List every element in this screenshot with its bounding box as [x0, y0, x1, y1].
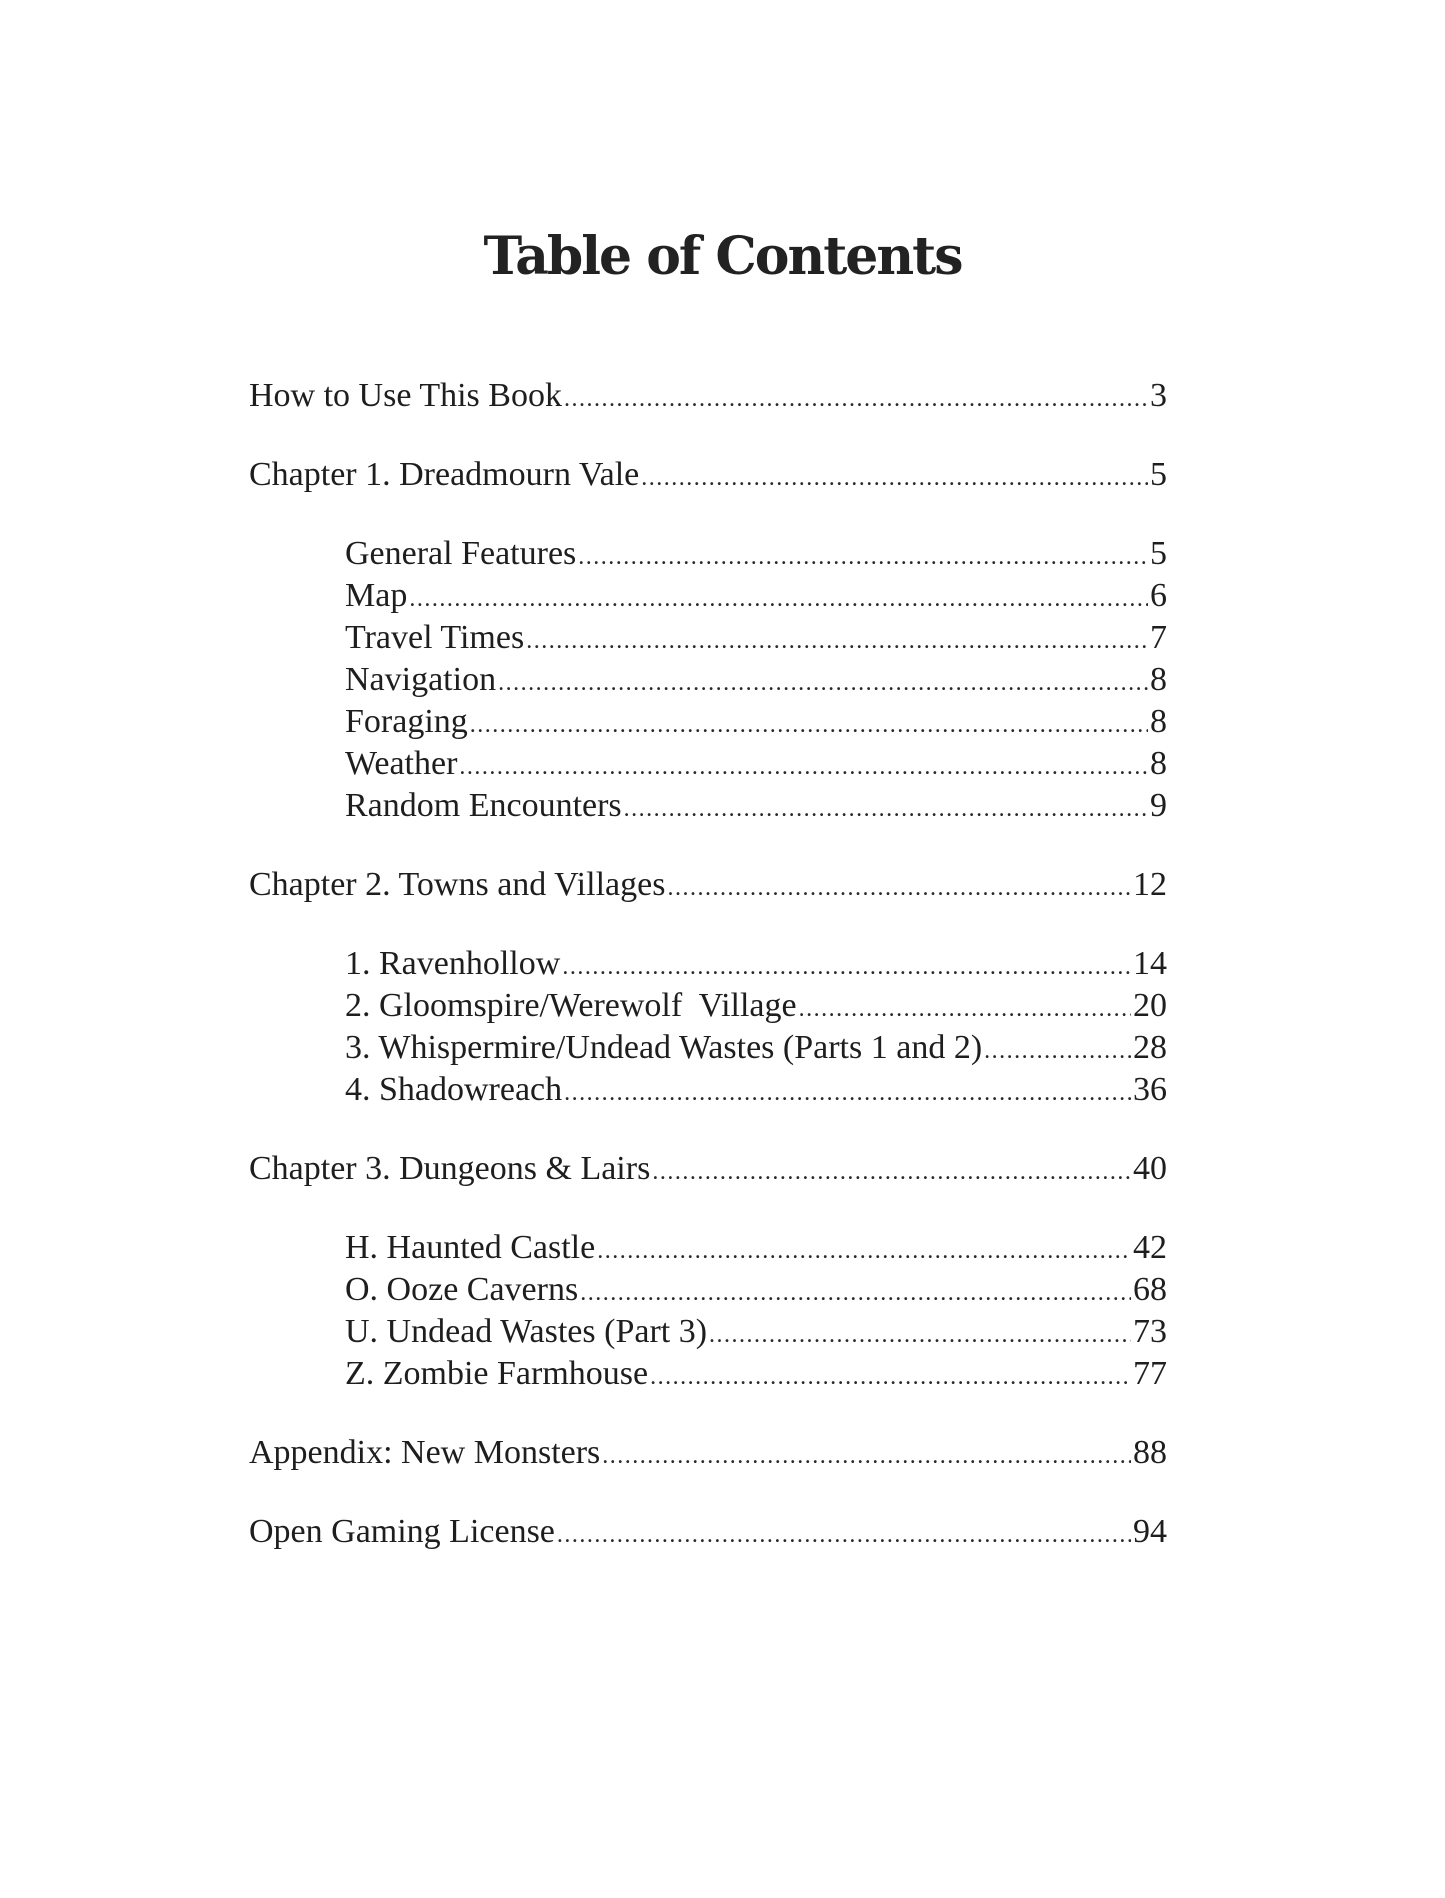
toc-entry-how-to-use-this-book[interactable]	[249, 375, 1167, 417]
dot-leader	[984, 1030, 1131, 1072]
dot-leader	[602, 1435, 1131, 1477]
toc-entry-chapter-1[interactable]	[249, 454, 1167, 496]
toc-entry-page: 42	[1133, 1229, 1167, 1266]
dot-leader	[564, 1072, 1131, 1114]
dot-leader	[650, 1356, 1131, 1398]
toc-entry-page: 20	[1133, 987, 1167, 1024]
toc-entry-label: 3. Whispermire/Undead Wastes (Parts 1 and 2)	[345, 1029, 983, 1066]
toc-entry-open-gaming-license[interactable]	[249, 1511, 1167, 1553]
toc-entry-page: 88	[1133, 1434, 1167, 1471]
toc-entry-label: Navigation	[345, 661, 497, 698]
toc-entry-undead-wastes[interactable]	[345, 1311, 1167, 1353]
toc-entry-label: Appendix: New Monsters	[249, 1434, 601, 1471]
toc-entry-page: 28	[1133, 1029, 1167, 1066]
toc-entry-page: 5	[1150, 456, 1167, 493]
toc-entry-label: 4. Shadowreach	[345, 1071, 563, 1108]
toc-entry-shadowreach[interactable]	[345, 1069, 1167, 1111]
toc-entry-map[interactable]	[345, 575, 1167, 617]
toc-entry-label: H. Haunted Castle	[345, 1229, 596, 1266]
toc-entry-gloomspire[interactable]	[345, 985, 1167, 1027]
dot-leader	[459, 746, 1148, 788]
toc-entry-page: 9	[1150, 787, 1167, 824]
toc-entry-label: Travel Times	[345, 619, 525, 656]
toc-entry-travel-times[interactable]	[345, 617, 1167, 659]
dot-leader	[526, 620, 1148, 662]
toc-entry-haunted-castle[interactable]	[345, 1227, 1167, 1269]
toc-entry-label: Chapter 2. Towns and Villages	[249, 866, 666, 903]
toc-entry-label: Weather	[345, 745, 458, 782]
dot-leader	[498, 662, 1148, 704]
toc-entry-page: 40	[1133, 1150, 1167, 1187]
toc-entry-label: Foraging	[345, 703, 468, 740]
dot-leader	[709, 1314, 1131, 1356]
dot-leader	[470, 704, 1148, 746]
toc-entry-random-encounters[interactable]	[345, 785, 1167, 827]
toc-entry-page: 8	[1150, 661, 1167, 698]
toc-entry-page: 6	[1150, 577, 1167, 614]
dot-leader	[557, 1514, 1131, 1556]
toc-entry-page: 7	[1150, 619, 1167, 656]
toc-entry-ooze-caverns[interactable]	[345, 1269, 1167, 1311]
dot-leader	[667, 867, 1131, 909]
toc-entry-chapter-3[interactable]	[249, 1148, 1167, 1190]
toc-entry-label: Chapter 3. Dungeons & Lairs	[249, 1150, 651, 1187]
toc-entry-ravenhollow[interactable]	[345, 943, 1167, 985]
toc-entry-navigation[interactable]	[345, 659, 1167, 701]
toc-entry-zombie-farmhouse[interactable]	[345, 1353, 1167, 1395]
dot-leader	[799, 988, 1131, 1030]
toc-entry-page: 94	[1133, 1513, 1167, 1550]
toc-entry-label: Random Encounters	[345, 787, 622, 824]
toc-entry-whispermire[interactable]	[345, 1027, 1167, 1069]
dot-leader	[652, 1151, 1131, 1193]
dot-leader	[624, 788, 1148, 830]
toc-entry-label: General Features	[345, 535, 577, 572]
toc-entry-label: Chapter 1. Dreadmourn Vale	[249, 456, 640, 493]
toc-entry-page: 8	[1150, 745, 1167, 782]
dot-leader	[641, 457, 1148, 499]
toc-entry-label: 2. Gloomspire/Werewolf Village	[345, 987, 797, 1024]
toc-entry-label: Map	[345, 577, 408, 614]
dot-leader	[597, 1230, 1131, 1272]
toc-entry-page: 36	[1133, 1071, 1167, 1108]
toc-entry-label: 1. Ravenhollow	[345, 945, 561, 982]
toc-entry-chapter-2[interactable]	[249, 864, 1167, 906]
toc-entry-general-features[interactable]	[345, 533, 1167, 575]
toc-entry-page: 68	[1133, 1271, 1167, 1308]
toc-entry-label: O. Ooze Caverns	[345, 1271, 579, 1308]
toc-entry-label: Z. Zombie Farmhouse	[345, 1355, 649, 1392]
dot-leader	[409, 578, 1148, 620]
toc-entry-page: 3	[1150, 377, 1167, 414]
toc-entry-page: 5	[1150, 535, 1167, 572]
dot-leader	[564, 378, 1148, 420]
toc-entry-foraging[interactable]	[345, 701, 1167, 743]
toc-entry-label: U. Undead Wastes (Part 3)	[345, 1313, 708, 1350]
page-title: Table of Contents	[483, 226, 962, 287]
toc-entry-weather[interactable]	[345, 743, 1167, 785]
toc-entry-page: 77	[1133, 1355, 1167, 1392]
dot-leader	[578, 536, 1148, 578]
toc-entry-label: How to Use This Book	[249, 377, 562, 414]
toc-entry-page: 14	[1133, 945, 1167, 982]
toc-entry-page: 73	[1133, 1313, 1167, 1350]
dot-leader	[580, 1272, 1131, 1314]
toc-entry-page: 8	[1150, 703, 1167, 740]
dot-leader	[562, 946, 1131, 988]
toc-entry-appendix[interactable]	[249, 1432, 1167, 1474]
toc-entry-label: Open Gaming License	[249, 1513, 555, 1550]
toc-entry-page: 12	[1133, 866, 1167, 903]
